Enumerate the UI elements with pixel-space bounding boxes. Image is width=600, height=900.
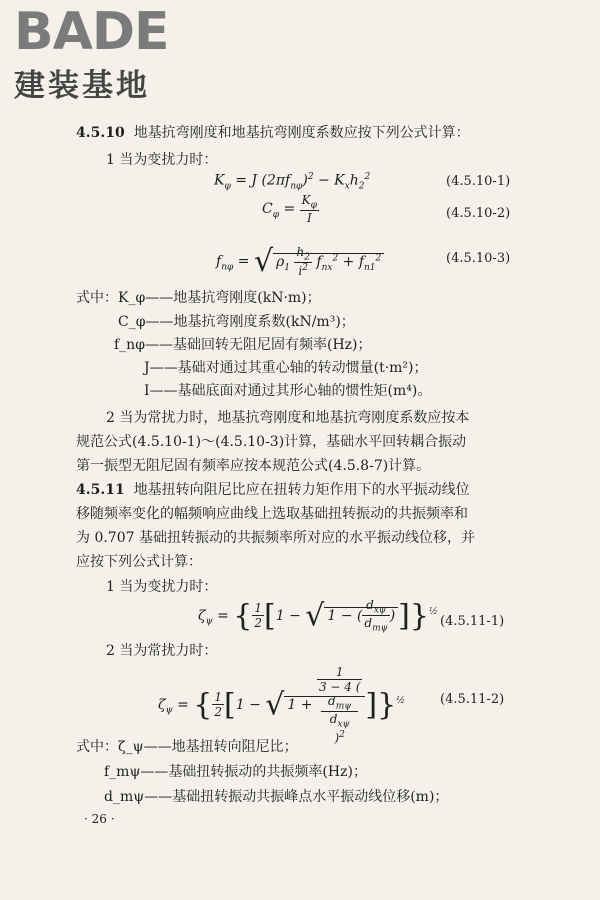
equation-4-5-11-2: $\zeta_\psi$ = { $\frac{1}{2}$ [1 − √ 1 + 1 3 − 4 ( $d_{m\psi}$ $d_{x\psi}$ )$^2$ ]}$^{\frac{1}{2}}$ (158, 665, 405, 745)
equation-number: (4.5.10-1) (446, 174, 511, 189)
page-number: · 26 · (84, 812, 115, 826)
where-line: f_nφ——基础回转无阻尼固有频率(Hz)； (114, 337, 372, 353)
equation-4-5-11-1: $\zeta_\psi$ = { $\frac{1}{2}$ [1 − √ 1 − ( $\frac{d_{x\psi}}{d_{m\psi}}$ ) ]}$^{\frac{1}{2}}$ (198, 598, 438, 634)
where-line: 式中：K_φ——地基抗弯刚度(kN·m)； (76, 290, 321, 306)
equation-4-5-10-2: $C_\varphi$ = $\frac{K_\varphi}{I}$ (262, 193, 317, 226)
where-line: 式中：ζ_ψ——地基扭转向阻尼比； (76, 739, 298, 755)
equation-number: (4.5.10-2) (446, 206, 511, 221)
clause-4-5-10-item1: 1 当为变扰力时： (106, 152, 218, 168)
body-line: 为 0.707 基础扭转振动的共振频率所对应的水平振动线位移，并 (76, 530, 475, 546)
logo-brand: BADE (14, 2, 169, 62)
body-line: 地基扭转向阻尼比应在扭转力矩作用下的水平振动线位 (133, 482, 470, 498)
clause-4-5-11-item1: 1 当为变扰力时： (106, 579, 218, 595)
body-line: 规范公式(4.5.10-1)～(4.5.10-3)计算，基础水平回转耦合振动 (76, 434, 467, 450)
body-line: 第一振型无阻尼固有频率应按本规范公式(4.5.8-7)计算。 (76, 458, 431, 474)
body-line: 应按下列公式计算： (76, 554, 202, 570)
where-line: I——基础底面对通过其形心轴的惯性矩(m⁴)。 (144, 383, 432, 399)
body-line: 2 当为常扰力时，地基抗弯刚度和地基抗弯刚度系数应按本 (106, 410, 470, 426)
logo (14, 2, 169, 105)
where-line: C_φ——地基抗弯刚度系数(kN/m³)； (118, 314, 355, 330)
where-line: J——基础对通过其重心轴的转动惯量(t·m²)； (144, 360, 428, 376)
body-line: 移随频率变化的幅频响应曲线上选取基础扭转振动的共振频率和 (76, 506, 468, 522)
where-line: f_mψ——基础扭转振动的共振频率(Hz)； (104, 764, 367, 780)
equation-number: (4.5.10-3) (446, 251, 511, 266)
equation-number: (4.5.11-2) (440, 692, 505, 707)
where-line: d_mψ——基础扭转振动共振峰点水平振动线位移(m)； (104, 789, 449, 805)
clause-number: 4.5.11 (76, 482, 125, 498)
equation-4-5-10-1: $K_\varphi = J$ $(2\pi f_{n\varphi})^2 - K_xh_2^2$ (214, 172, 371, 192)
clause-title: 地基抗弯刚度和地基抗弯刚度系数应按下列公式计算： (133, 125, 470, 141)
logo-subtitle: 建装基地 (14, 68, 150, 104)
clause-4-5-11-heading (76, 479, 470, 499)
equation-number: (4.5.11-1) (440, 614, 505, 629)
clause-number: 4.5.10 (76, 125, 125, 141)
clause-4-5-11-item2: 2 当为常扰力时： (106, 643, 218, 659)
equation-4-5-10-3: $f_{n\varphi}$ = √ $\rho_1$ $\frac{h_2}{i^2}$ $f_{nx}^2 + f_{n1}^2$ (216, 244, 384, 279)
clause-4-5-10-heading (76, 122, 470, 142)
